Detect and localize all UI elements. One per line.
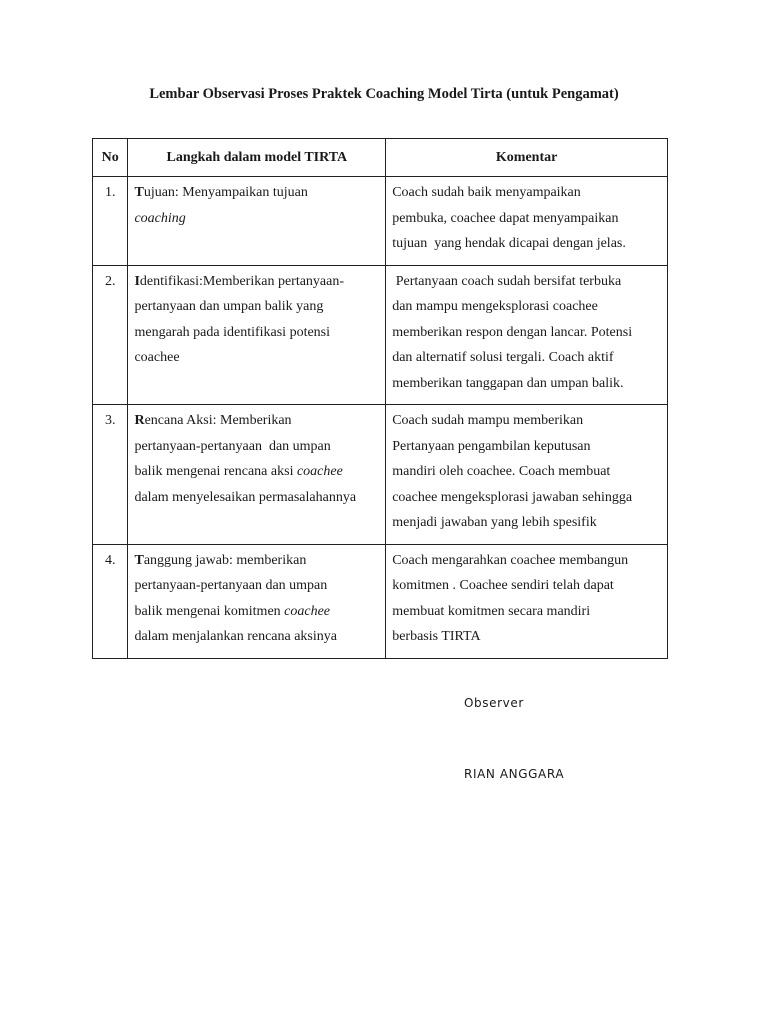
step-text: anggung jawab: memberikan bbox=[143, 552, 307, 568]
step-text-line: pertanyaan-pertanyaan dan umpan bbox=[134, 438, 331, 454]
step-text: dentifikasi:Memberikan pertanyaan- bbox=[139, 273, 345, 289]
step-text-line: dalam menyelesaikan permasalahannya bbox=[134, 489, 357, 505]
page-title: Lembar Observasi Proses Praktek Coaching Model Tirta (untuk Pengamat) bbox=[149, 86, 619, 102]
table-row bbox=[93, 544, 668, 658]
comment-line: komitmen . Coachee sendiri telah dapat bbox=[392, 578, 614, 593]
comment-line: memberikan respon dengan lancar. Potensi bbox=[392, 324, 633, 340]
header-comment: Komentar bbox=[386, 139, 668, 177]
row-number: 1. bbox=[93, 177, 128, 266]
step-initial: T bbox=[134, 552, 144, 568]
table-row bbox=[93, 265, 668, 405]
comment-line: mandiri oleh coachee. Coach membuat bbox=[392, 464, 611, 479]
comment-cell bbox=[386, 544, 668, 658]
signature-role: Observer bbox=[464, 696, 524, 710]
step-initial: T bbox=[134, 185, 144, 200]
observation-table bbox=[92, 138, 668, 659]
comment-line: dan mampu mengeksplorasi coachee bbox=[392, 299, 598, 314]
comment-line: Pertanyaan coach sudah bersifat terbuka bbox=[392, 273, 622, 289]
step-text-line bbox=[134, 269, 379, 295]
comment-line: pembuka, coachee dapat menyampaikan bbox=[392, 210, 619, 226]
step-text-line bbox=[134, 408, 379, 434]
signature-name: RIAN ANGGARA bbox=[464, 767, 565, 781]
step-italic-word: coachee bbox=[296, 464, 343, 479]
step-text: ujuan: Menyampaikan tujuan bbox=[143, 185, 308, 200]
step-text-line: dalam menjalankan rencana aksinya bbox=[134, 629, 337, 644]
step-text: balik mengenai rencana aksi bbox=[134, 464, 297, 479]
step-text-line: mengarah pada identifikasi potensi bbox=[134, 324, 331, 340]
step-text-line: pertanyaan-pertanyaan dan umpan bbox=[134, 578, 328, 593]
comment-line: Coach mengarahkan coachee membangun bbox=[392, 552, 629, 568]
table-row bbox=[93, 405, 668, 545]
step-italic-word: coachee bbox=[284, 603, 331, 619]
step-text-line: coaching bbox=[134, 210, 186, 226]
comment-line: menjadi jawaban yang lebih spesifik bbox=[392, 515, 597, 530]
comment-line: coachee mengeksplorasi jawaban sehingga bbox=[392, 489, 633, 505]
step-text-line bbox=[134, 180, 379, 206]
comment-line: tujuan yang hendak dicapai dengan jelas. bbox=[392, 236, 626, 251]
table-row bbox=[93, 177, 668, 266]
comment-line: membuat komitmen secara mandiri bbox=[392, 603, 591, 619]
comment-line: memberikan tanggapan dan umpan balik. bbox=[392, 375, 624, 391]
comment-cell bbox=[386, 405, 668, 545]
step-initial: I bbox=[134, 273, 140, 289]
step-cell bbox=[128, 265, 386, 405]
row-number: 4. bbox=[93, 544, 128, 658]
step-text-line: pertanyaan dan umpan balik yang bbox=[134, 299, 324, 314]
comment-line: dan alternatif solusi tergali. Coach aktif bbox=[392, 350, 614, 365]
comment-cell bbox=[386, 265, 668, 405]
step-initial: R bbox=[134, 413, 145, 428]
step-cell bbox=[128, 405, 386, 545]
step-cell bbox=[128, 544, 386, 658]
comment-line: Coach sudah mampu memberikan bbox=[392, 413, 584, 428]
step-text: balik mengenai komitmen bbox=[134, 603, 285, 619]
header-no: No bbox=[93, 139, 128, 177]
row-number: 2. bbox=[93, 265, 128, 405]
step-text-line bbox=[134, 599, 379, 625]
comment-line: berbasis TIRTA bbox=[392, 629, 481, 644]
step-text-line bbox=[134, 459, 379, 485]
row-number: 3. bbox=[93, 405, 128, 545]
comment-line: Coach sudah baik menyampaikan bbox=[392, 185, 581, 200]
step-text-line bbox=[134, 548, 379, 574]
header-step: Langkah dalam model TIRTA bbox=[128, 139, 386, 177]
step-cell bbox=[128, 177, 386, 266]
comment-cell bbox=[386, 177, 668, 266]
comment-line: Pertanyaan pengambilan keputusan bbox=[392, 438, 591, 454]
step-text: encana Aksi: Memberikan bbox=[144, 413, 292, 428]
table-header-row bbox=[93, 139, 668, 177]
step-text-line: coachee bbox=[134, 350, 180, 365]
